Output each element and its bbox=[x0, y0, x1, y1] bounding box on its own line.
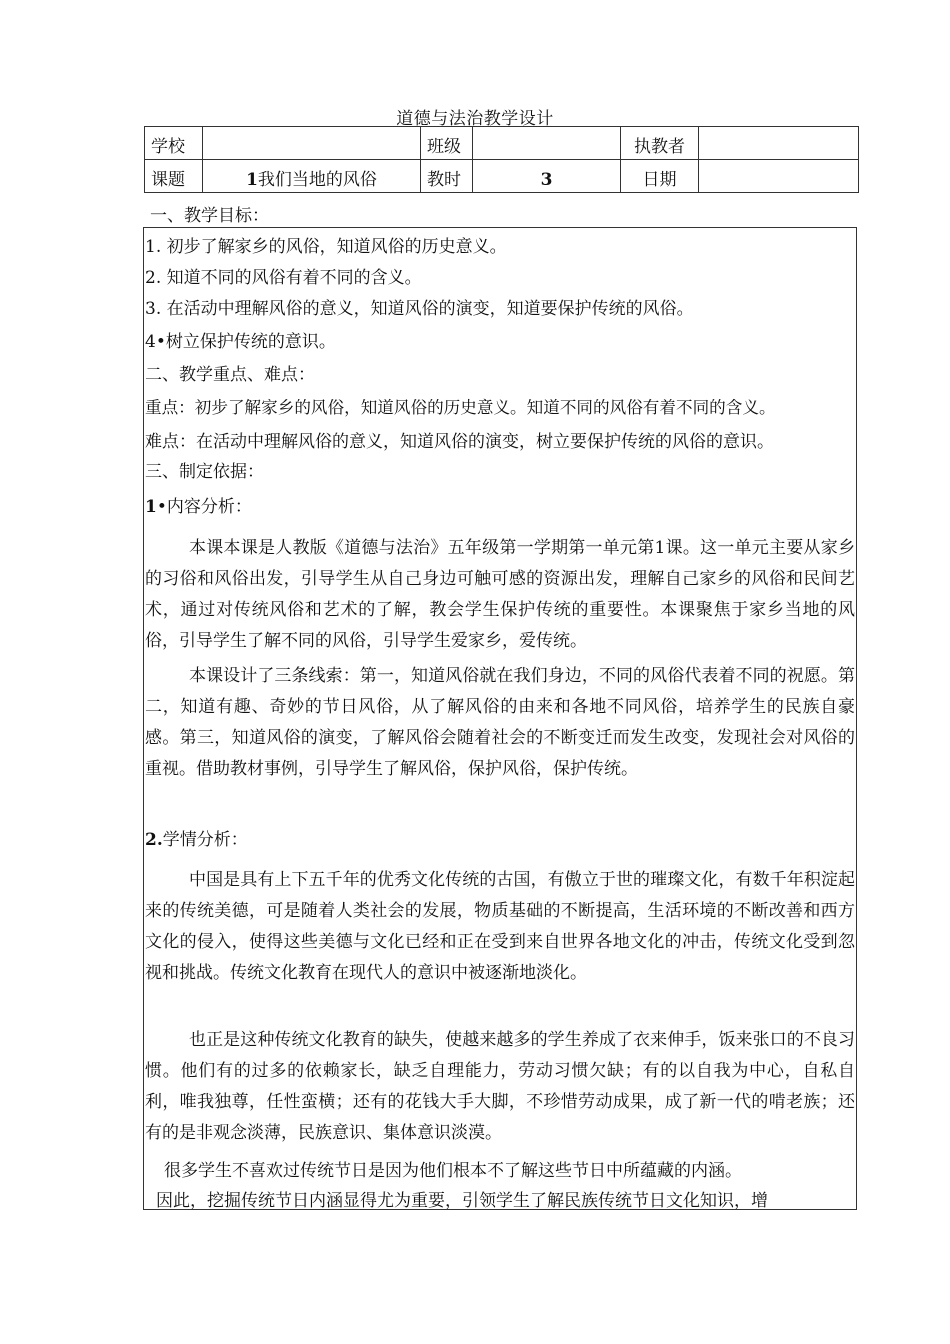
class-label: 班级 bbox=[421, 127, 473, 160]
section-heading-basis: 三、制定依据： bbox=[145, 462, 264, 482]
key-point-text: 重点：初步了解家乡的风俗，知道风俗的历史意义。知道不同的风俗有着不同的含义。 bbox=[145, 398, 776, 417]
info-table bbox=[144, 126, 859, 193]
goal-item: 2. 知道不同的风俗有着不同的含义。 bbox=[145, 268, 422, 288]
topic-value: 我们当地的风俗 bbox=[257, 170, 377, 190]
learner-analysis-paragraph: 也正是这种传统文化教育的缺失，使越来越多的学生养成了衣来伸手，饭来张口的不良习惯。他们有的过多的依赖家长，缺乏自理能力，劳动习惯欠缺；有的以自我为中心，自私自利，唯我独尊，任性蛮横；还有的花钱大手大脚，不珍惜劳动成果，成了新一代的啃老族；还有的是非观念淡薄，民族意识、集体意识淡漠。 bbox=[145, 1030, 855, 1143]
learner-analysis-number: 2. bbox=[145, 830, 163, 850]
learner-analysis-heading bbox=[145, 829, 248, 851]
topic-label: 课题 bbox=[145, 160, 203, 193]
hours-label: 教时 bbox=[421, 160, 473, 193]
teacher-label: 执教者 bbox=[621, 127, 699, 160]
content-analysis-paragraph: 本课本课是人教版《道德与法治》五年级第一学期第一单元第1课。这一单元主要从家乡的习俗和风俗出发，引导学生从自己身边可触可感的资源出发，理解自己家乡的风俗和民间艺术，通过对传统风俗和艺术的了解，教会学生保护传统的重要性。本课聚焦于家乡当地的风俗，引导学生了解不同的风俗，引导学生爱家乡，爱传统。 bbox=[145, 538, 855, 651]
section-heading-goals: 一、教学目标： bbox=[150, 206, 269, 226]
school-label: 学校 bbox=[145, 127, 203, 160]
goal-item: 4•树立保护传统的意识。 bbox=[145, 332, 336, 352]
content-analysis-heading bbox=[145, 496, 252, 518]
teacher-value[interactable] bbox=[699, 127, 859, 160]
content-analysis-number: 1 bbox=[145, 497, 157, 517]
learner-analysis-title: 学情分析： bbox=[162, 830, 248, 850]
learner-analysis-paragraph: 中国是具有上下五千年的优秀文化传统的古国，有傲立于世的璀璨文化，有数千年积淀起来的传统美德，可是随着人类社会的发展，物质基础的不断提高，生活环境的不断改善和西方文化的侵入，使得这些美德与文化已经和正在受到来自世界各地文化的冲击，传统文化受到忽视和挑战。传统文化教育在现代人的意识中被逐渐地淡化。 bbox=[145, 870, 855, 983]
section-heading-key-points: 二、教学重点、难点： bbox=[145, 365, 315, 385]
content-analysis-title: •内容分析： bbox=[156, 497, 252, 517]
class-value[interactable] bbox=[473, 127, 621, 160]
hours-value[interactable]: 3 bbox=[473, 160, 621, 193]
learner-analysis-paragraph: 因此，挖掘传统节日内涵显得尤为重要，引领学生了解民族传统节日文化知识，增 bbox=[156, 1191, 768, 1210]
content-box bbox=[143, 227, 857, 1210]
difficult-point-text: 难点：在活动中理解风俗的意义，知道风俗的演变，树立要保护传统的风俗的意识。 bbox=[145, 432, 774, 452]
info-row-school bbox=[145, 127, 859, 160]
content-analysis-paragraph: 本课设计了三条线索：第一，知道风俗就在我们身边，不同的风俗代表着不同的祝愿。第二，知道有趣、奇妙的节日风俗，从了解风俗的由来和各地不同风俗，培养学生的民族自豪感。第三，知道风俗的演变，了解风俗会随着社会的不断变迁而发生改变，发现社会对风俗的重视。借助教材事例，引导学生了解风俗，保护风俗，保护传统。 bbox=[145, 666, 855, 779]
learner-analysis-paragraph: 很多学生不喜欢过传统节日是因为他们根本不了解这些节日中所蕴藏的内涵。 bbox=[164, 1161, 742, 1181]
topic-number: 1 bbox=[246, 170, 258, 190]
date-label: 日期 bbox=[621, 160, 699, 193]
document-title: 道德与法治教学设计 bbox=[396, 109, 554, 129]
date-value[interactable] bbox=[699, 160, 859, 193]
goal-item: 3. 在活动中理解风俗的意义，知道风俗的演变，知道要保护传统的风俗。 bbox=[145, 299, 694, 319]
goal-item: 1. 初步了解家乡的风俗，知道风俗的历史意义。 bbox=[145, 237, 507, 257]
info-row-topic bbox=[145, 160, 859, 193]
school-value[interactable] bbox=[203, 127, 421, 160]
topic-value-cell[interactable] bbox=[203, 160, 421, 193]
